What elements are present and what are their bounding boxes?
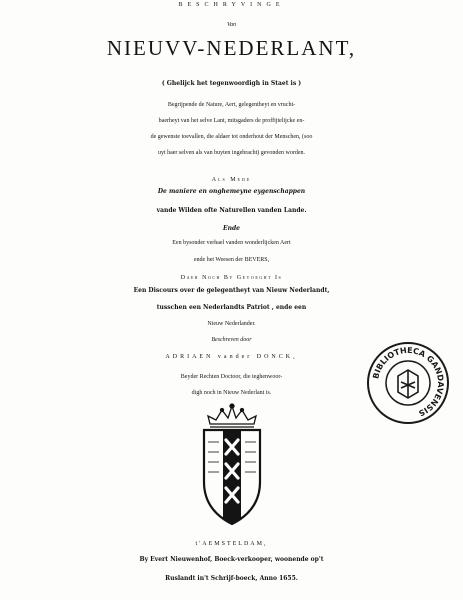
bevers-line-2: ende het Weesen der BEVERS, [193, 257, 270, 263]
subtitle-staet: ( Ghelijck het tegenwoordigh in Staet is ) [161, 80, 302, 87]
ende-1: Ende [223, 225, 240, 232]
discours-line-3: Nieuw Nederlander. [207, 321, 256, 327]
bevers-line-1: Een bysonder verhael vanden wonderlijcken Aert [172, 240, 291, 246]
title-van: Van [227, 22, 236, 28]
daer-noch: Daer Noch By Gevoeght Is [180, 275, 283, 281]
discours-line-2: tusschen een Nederlandts Patriot , ende een [156, 304, 307, 311]
beschreven-door: Beschreven door [211, 337, 252, 343]
stamp-text-path: BIBLIOTHECA GANDAVENSIS [371, 345, 446, 418]
title-nieuw-nederlant: NIEUVV-NEDERLANT, [106, 36, 357, 60]
author-title-2: digh noch in Nieuw Nederlant is. [191, 390, 272, 396]
imprint-line-1: By Evert Nieuwenhof, Boeck-verkooper, woonende op't [139, 556, 324, 563]
als-mede: Als Mede [211, 177, 252, 183]
imprint-line-2: Ruslandt in't Schrijf-boeck, Anno 1655. [165, 575, 298, 582]
body-line-1: Begrijpende de Nature, Aert, gelegentheyt en vrucht- [167, 102, 296, 108]
body-line-2: baerheyt van het selve Lant, mitsgaders de proffijtelijcke en- [158, 118, 305, 124]
maniere-line-1: De maniere en onghemeyne eygenschappen [157, 188, 306, 195]
author-name: ADRIAEN vander DONCK, [165, 354, 298, 360]
coat-of-arms-icon [190, 402, 274, 530]
library-stamp-icon [365, 340, 451, 426]
maniere-line-2: vande Wilden ofte Naturellen vanden Lande. [156, 207, 307, 214]
body-line-3: de gewenste toevallen, die aldaer tot onderhout der Menschen, (soo [150, 134, 313, 140]
body-line-4: uyt haer selven als van buyten ingebracht) gevonden worden. [157, 150, 306, 156]
title-beschryvinge: BESCHRYVINGE [178, 2, 285, 8]
imprint-city: t'AEMSTELDAM, [195, 541, 268, 547]
discours-line-1: Een Discours over de gelegentheyt van Nieuw Nederlandt, [133, 287, 330, 294]
author-title: Beyder Rechten Doctoor, die teghenwoor- [180, 374, 283, 380]
